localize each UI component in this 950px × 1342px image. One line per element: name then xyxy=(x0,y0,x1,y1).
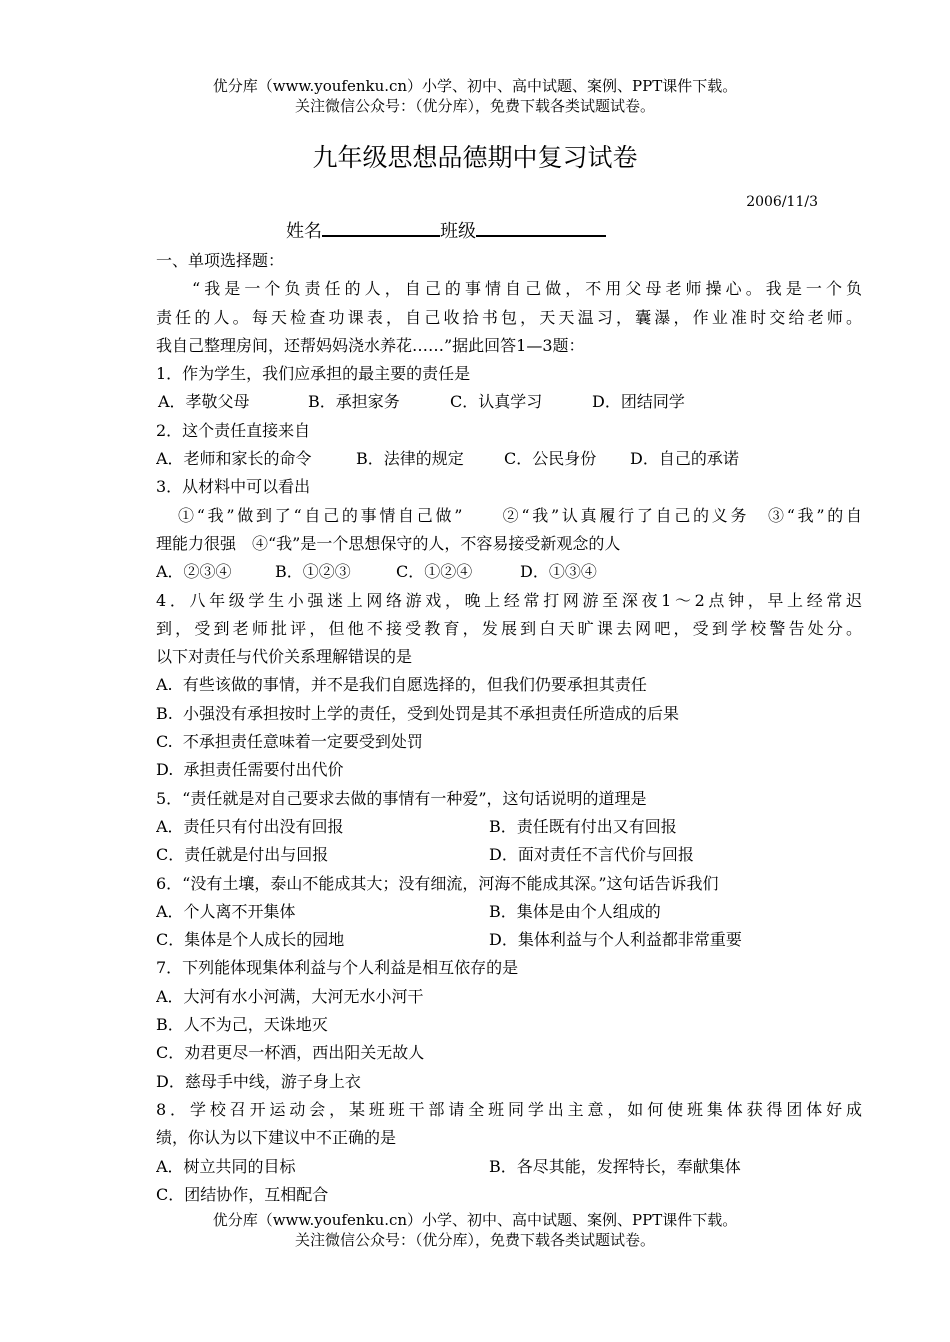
q3-statement-line-2: 理能力很强 ④“我”是一个思想保守的人，不容易接受新观念的人 xyxy=(156,533,621,553)
q2-option-c: C．公民身份 xyxy=(504,449,597,469)
footer-line-1: 优分库（www.youfenku.cn）小学、初中、高中试题、案例、PPT课件下载。 xyxy=(212,1211,738,1229)
q1-options xyxy=(156,388,862,416)
class-blank[interactable] xyxy=(476,217,606,237)
exam-body xyxy=(156,247,862,1209)
passage-line-3: 我自己整理房间，还帮妈妈浇水养花……”据此回答1—3题： xyxy=(156,335,585,355)
q6-option-c: C．集体是个人成长的园地 xyxy=(156,930,345,950)
q2-option-a: A．老师和家长的命令 xyxy=(156,449,312,469)
q8-stem-line-1: 8．学校召开运动会，某班班干部请全班同学出主意，如何使班集体获得团体好成 xyxy=(156,1099,862,1119)
q6-option-a: A．个人离不开集体 xyxy=(156,901,296,921)
passage-line-1: “我是一个负责任的人，自己的事情自己做，不用父母老师操心。我是一个负 xyxy=(192,279,862,299)
name-class-row xyxy=(286,217,606,245)
q5-option-a: A．责任只有付出没有回报 xyxy=(156,816,344,836)
q1-option-a: A．孝敬父母 xyxy=(158,392,250,412)
q4-option-a: A. 有些该做的事情，并不是我们自愿选择的，但我们仍要承担其责任 xyxy=(156,675,647,695)
exam-title: 九年级思想品德期中复习试卷 xyxy=(312,143,638,172)
q4-stem-line-2: 到，受到老师批评，但他不接受教育，发展到白天旷课去网吧，受到学校警告处分。 xyxy=(156,618,862,638)
q1-option-b: B．承担家务 xyxy=(308,392,400,412)
class-label: 班级 xyxy=(440,221,476,242)
q3-statement-line-1: ①“我”做到了“自己的事情自己做” ②“我”认真履行了自己的义务 ③“我”的自 xyxy=(178,505,862,525)
q1-option-d: D．团结同学 xyxy=(592,392,685,412)
q4-option-c: C. 不承担责任意味着一定要受到处罚 xyxy=(156,732,423,752)
q5-options-row-2 xyxy=(156,841,862,869)
q3-option-c: C．①②④ xyxy=(396,562,473,582)
q4-option-b: B. 小强没有承担按时上学的责任，受到处罚是其不承担责任所造成的后果 xyxy=(156,703,680,723)
q6-stem: 6．“没有土壤，泰山不能成其大；没有细流，河海不能成其深。”这句话告诉我们 xyxy=(156,873,719,893)
q5-options-row-1 xyxy=(156,813,862,841)
name-label: 姓名 xyxy=(286,221,322,242)
q8-stem-line-2: 绩，你认为以下建议中不正确的是 xyxy=(156,1128,397,1148)
passage-line-2: 责任的人。每天检查功课表，自己收拾书包，天天温习，囊瀑，作业准时交给老师。 xyxy=(156,307,862,327)
header-line-2: 关注微信公众号：（优分库），免费下载各类试题试卷。 xyxy=(294,97,655,115)
q3-option-a: A．②③④ xyxy=(156,562,232,582)
q4-stem-line-3: 以下对责任与代价关系理解错误的是 xyxy=(156,647,413,667)
q7-stem: 7．下列能体现集体利益与个人利益是相互依存的是 xyxy=(156,958,519,978)
q1-option-c: C．认真学习 xyxy=(450,392,543,412)
name-blank[interactable] xyxy=(322,217,440,237)
header-line-1: 优分库（www.youfenku.cn）小学、初中、高中试题、案例、PPT课件下载。 xyxy=(212,77,738,95)
q6-option-b: B．集体是由个人组成的 xyxy=(489,901,661,921)
q5-option-b: B．责任既有付出又有回报 xyxy=(489,816,677,836)
q6-options-row-1 xyxy=(156,898,862,926)
page-footer xyxy=(0,1210,950,1250)
q2-option-b: B．法律的规定 xyxy=(356,449,464,469)
q5-option-d: D．面对责任不言代价与回报 xyxy=(489,845,694,865)
q7-option-b: B．人不为己，天诛地灭 xyxy=(156,1015,328,1035)
section-heading: 一、单项选择题： xyxy=(156,251,285,270)
q1-stem: 1．作为学生，我们应承担的最主要的责任是 xyxy=(156,364,471,384)
footer-line-2: 关注微信公众号：（优分库），免费下载各类试题试卷。 xyxy=(294,1231,655,1249)
q3-option-d: D．①③④ xyxy=(520,562,597,582)
q6-option-d: D．集体利益与个人利益都非常重要 xyxy=(489,930,742,950)
page-header xyxy=(0,76,950,116)
q8-option-b: B．各尽其能，发挥特长，奉献集体 xyxy=(489,1156,741,1176)
q2-stem: 2．这个责任直接来自 xyxy=(156,420,311,440)
q6-options-row-2 xyxy=(156,926,862,954)
q4-stem-line-1: 4．八年级学生小强迷上网络游戏，晚上经常打网游至深夜1～2点钟，早上经常迟 xyxy=(156,590,862,610)
exam-date: 2006/11/3 xyxy=(746,194,818,210)
q5-stem: 5．“责任就是对自己要求去做的事情有一种爱”，这句话说明的道理是 xyxy=(156,788,647,808)
q3-option-b: B．①②③ xyxy=(275,562,351,582)
q7-option-a: A．大河有水小河满，大河无水小河干 xyxy=(156,986,424,1006)
q8-option-a: A．树立共同的目标 xyxy=(156,1156,296,1176)
q8-options-row-1 xyxy=(156,1153,862,1181)
q3-options xyxy=(156,558,862,586)
q2-options xyxy=(156,445,862,473)
q2-option-d: D．自己的承诺 xyxy=(630,449,739,469)
q7-option-d: D．慈母手中线，游子身上衣 xyxy=(156,1071,361,1091)
q8-option-c: C．团结协作，互相配合 xyxy=(156,1184,329,1204)
q5-option-c: C．责任就是付出与回报 xyxy=(156,845,329,865)
q3-stem: 3．从材料中可以看出 xyxy=(156,477,311,497)
q4-option-d: D. 承担责任需要付出代价 xyxy=(156,760,344,780)
q7-option-c: C．劝君更尽一杯酒，西出阳关无故人 xyxy=(156,1043,425,1063)
